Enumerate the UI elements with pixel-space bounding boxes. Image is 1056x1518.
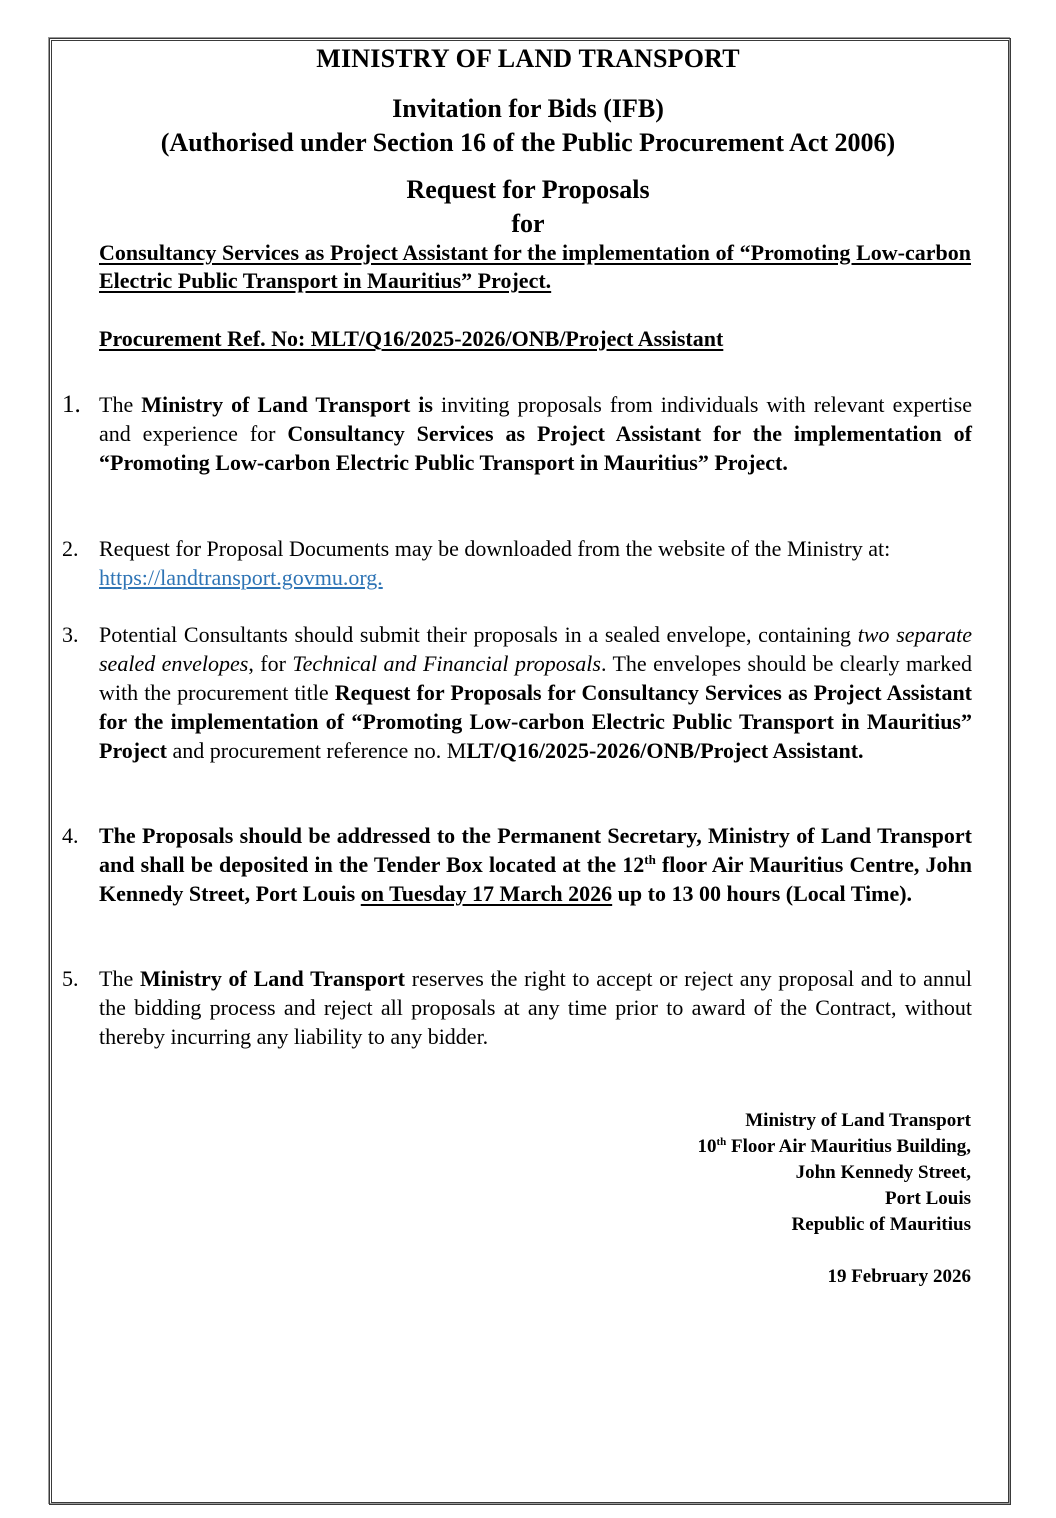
ifb-title: Invitation for Bids (IFB): [392, 94, 664, 123]
item-number: 4.: [62, 823, 79, 848]
signature-org: Ministry of Land Transport: [745, 1110, 971, 1131]
document-date: 19 February 2026: [827, 1266, 971, 1287]
item-text: The: [99, 966, 140, 991]
item-text: Request for Proposal Documents may be downloaded from the website of the Ministry at:: [99, 536, 891, 561]
list-item: [62, 620, 972, 765]
item-number: 3.: [62, 622, 79, 647]
list-item: [62, 964, 972, 1051]
item-text: inviting proposals from individuals with relevant expertise and experience for: [99, 392, 972, 446]
item-text: The Proposals should be addressed to the Permanent Secretary, Ministry of Land Transport and shall be deposited in the Tender Box located at the 12: [99, 823, 972, 877]
subject-text: Consultancy Services as Project Assistant for the implementation of “Promoting Low-carbon Electric Public Transport in Mauritius” Project.: [99, 240, 971, 293]
ordinal-suffix: th: [716, 1136, 727, 1148]
list-item: [62, 821, 972, 908]
item-body: [99, 620, 972, 765]
rfp-heading: [0, 173, 1056, 241]
ministry-heading: MINISTRY OF LAND TRANSPORT: [316, 44, 740, 73]
item-number: 2.: [62, 536, 79, 561]
item-bold-text: Consultancy Services as Project Assistant for the implementation of “Promoting Low-carbon Electric Public Transport in Mauritius” Project.: [99, 421, 972, 475]
item-text: up to 13 00 hours (Local Time).: [612, 881, 913, 906]
item-bold-text: Request for Proposals for Consultancy Services as Project Assistant for the implementation of “Promoting Low-carbon Electric Public Transport in Mauritius” Project: [99, 680, 973, 763]
signature-block: [697, 1108, 971, 1238]
item-number: 5.: [62, 966, 79, 991]
item-text: and procurement reference no. M: [167, 738, 467, 763]
floor-building: Floor Air Mauritius Building,: [726, 1136, 971, 1157]
item-bold-text: Ministry of Land Transport: [139, 966, 406, 991]
item-body: [99, 821, 972, 908]
item-text: , for: [248, 651, 293, 676]
item-body: [99, 964, 972, 1051]
item-text: floor Air Mauritius Centre, John Kennedy Street, Port Louis: [99, 852, 972, 906]
project-subject: [99, 239, 971, 295]
item-text: Potential Consultants should submit their proposals in a sealed envelope, containing: [99, 622, 858, 647]
item-bold-text: LT/Q16/2025-2026/ONB/Project Assistant.: [466, 738, 864, 763]
deadline-date: on Tuesday 17 March 2026: [360, 881, 613, 906]
signature-city: Port Louis: [884, 1188, 971, 1209]
list-item: [62, 390, 972, 477]
signature-floor: [697, 1134, 971, 1160]
item-body: [99, 534, 999, 592]
authority-line: (Authorised under Section 16 of the Public Procurement Act 2006): [160, 128, 896, 157]
ordinal-suffix: th: [644, 852, 656, 867]
reference-text: Procurement Ref. No: MLT/Q16/2025-2026/ONB/Project Assistant: [99, 326, 724, 351]
item-bold-text: Ministry of Land Transport is: [141, 392, 433, 417]
item-text: . The envelopes should be clearly marked with the procurement title: [99, 651, 973, 705]
item-italic-text: two separate sealed envelopes: [99, 622, 972, 676]
ifb-heading: [0, 92, 1056, 160]
signature-street: John Kennedy Street,: [795, 1162, 971, 1183]
list-item: [62, 534, 972, 592]
item-text: reserves the right to accept or reject any proposal and to annul the bidding process and reject all proposals at any time prior to award of the Contract, without thereby incurring any liability to any bidder.: [99, 966, 973, 1049]
item-body: [99, 390, 972, 477]
item-italic-text: Technical and Financial proposals: [292, 651, 601, 676]
signature-country: Republic of Mauritius: [791, 1214, 971, 1235]
rfp-for: for: [511, 209, 545, 238]
procurement-reference: [99, 326, 723, 352]
website-link[interactable]: https://landtransport.govmu.org.: [99, 565, 383, 590]
item-text: The: [99, 392, 142, 417]
rfp-title: Request for Proposals: [406, 175, 650, 204]
item-bold-text: [99, 823, 972, 906]
item-number: 1.: [62, 391, 81, 418]
floor-number: 10: [697, 1136, 717, 1157]
